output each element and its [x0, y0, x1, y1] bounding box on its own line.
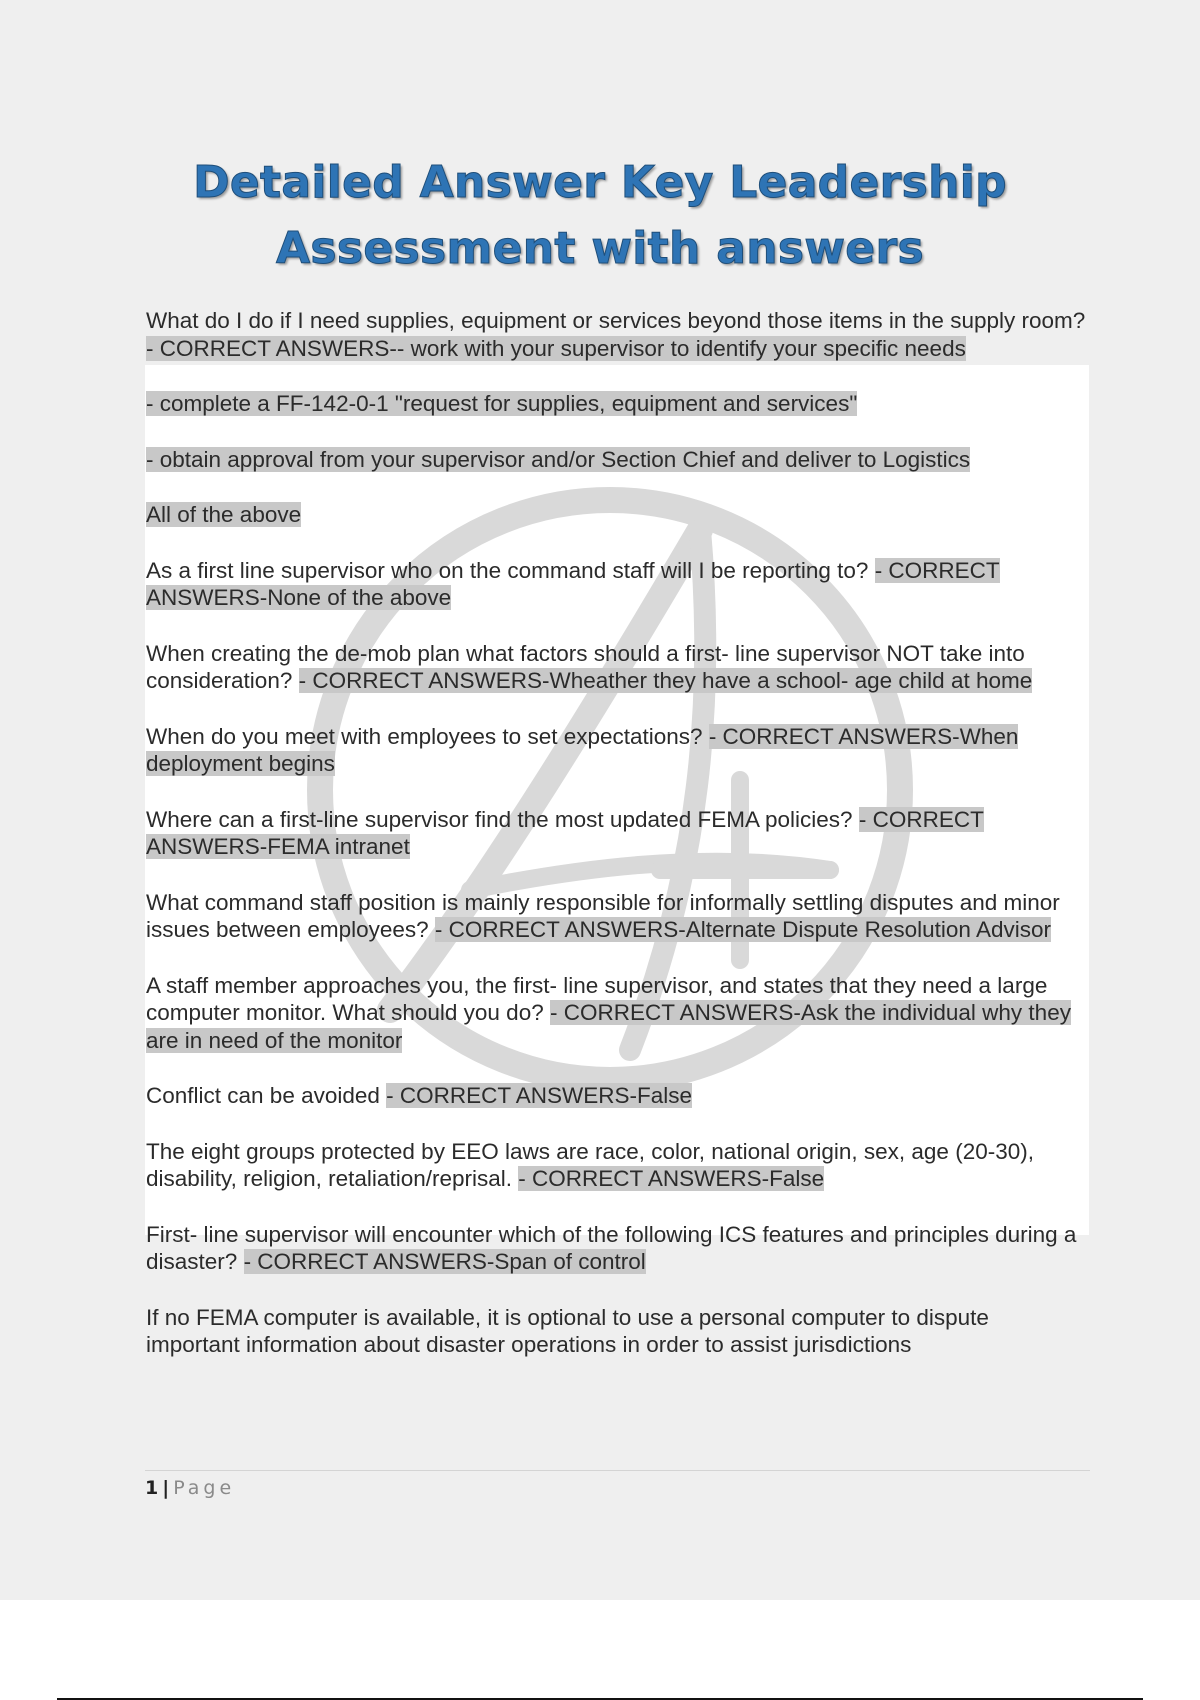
answer-highlight: - CORRECT ANSWERS-Span of control	[243, 1249, 646, 1274]
answer-highlight: - CORRECT ANSWERS-When deployment begins	[146, 723, 1019, 776]
footer-divider	[145, 1470, 1090, 1471]
page-footer	[145, 1476, 235, 1500]
answer-highlight: - obtain approval from your supervisor and/or Section Chief and deliver to Logistics	[146, 446, 971, 472]
answer-highlight: - CORRECT ANSWERS-Wheather they have a school- age child at home	[298, 668, 1033, 693]
paragraph-12	[146, 1138, 1086, 1193]
paragraph-11	[146, 1082, 1086, 1110]
question-text: What do I do if I need supplies, equipment or services beyond those items in the supply room?	[146, 308, 1086, 333]
paragraph-3	[146, 446, 1086, 474]
paragraph-2	[146, 390, 1086, 418]
answer-highlight: - CORRECT ANSWERS-Ask the individual why they are in need of the monitor	[146, 1000, 1071, 1053]
answer-highlight: - CORRECT ANSWERS-FEMA intranet	[146, 806, 984, 859]
paragraph-4	[146, 501, 1086, 529]
question-text: When creating the de-mob plan what factors should a first- line supervisor NOT take into consideration?	[146, 640, 1025, 693]
paragraph-9	[146, 889, 1086, 944]
paragraph-10	[146, 972, 1086, 1055]
paragraph-13	[146, 1221, 1086, 1276]
paragraph-6	[146, 640, 1086, 695]
answer-highlight: - CORRECT ANSWERS-False	[518, 1166, 825, 1191]
question-text: First- line supervisor will encounter which of the following ICS features and principles during a disaster?	[146, 1221, 1077, 1274]
question-text: If no FEMA computer is available, it is optional to use a personal computer to dispute important information about disaster operations in order to assist jurisdictions	[146, 1304, 989, 1357]
answer-highlight: All of the above	[146, 502, 302, 527]
question-text: As a first line supervisor who on the command staff will I be reporting to?	[146, 557, 875, 583]
question-text: The eight groups protected by EEO laws are race, color, national origin, sex, age (20-30), disability, religion, retaliation/reprisal.	[146, 1138, 1034, 1191]
question-text: What command staff position is mainly responsible for informally settling disputes and minor issues between employees?	[146, 889, 1060, 942]
paragraph-5	[146, 557, 1086, 612]
document-title	[0, 150, 1200, 282]
question-text: When do you meet with employees to set expectations?	[146, 723, 709, 749]
paragraph-1	[146, 307, 1086, 362]
answer-highlight: - CORRECT ANSWERS-- work with your supervisor to identify your specific needs	[146, 335, 966, 361]
question-text: Conflict can be avoided	[146, 1083, 387, 1108]
paragraph-14	[146, 1304, 1086, 1359]
question-text: Where can a first-line supervisor find the most updated FEMA policies?	[146, 806, 859, 832]
answer-highlight: - CORRECT ANSWERS-None of the above	[146, 557, 1000, 610]
title-line-1: Detailed Answer Key Leadership	[193, 157, 1007, 208]
answer-highlight: - complete a FF-142-0-1 "request for supplies, equipment and services"	[146, 391, 858, 416]
footer-separator: |	[162, 1477, 170, 1499]
page-label: Page	[173, 1477, 236, 1499]
answer-highlight: - CORRECT ANSWERS-Alternate Dispute Resolution Advisor	[434, 917, 1051, 942]
answer-list	[146, 307, 1086, 1387]
title-line-2: Assessment with answers	[276, 223, 924, 274]
page-number: 1	[145, 1477, 159, 1499]
paragraph-8	[146, 806, 1086, 861]
paragraph-7	[146, 723, 1086, 778]
answer-highlight: - CORRECT ANSWERS-False	[386, 1083, 693, 1108]
question-text: A staff member approaches you, the first- line supervisor, and states that they need a large computer monitor. What should you do?	[146, 972, 1048, 1025]
